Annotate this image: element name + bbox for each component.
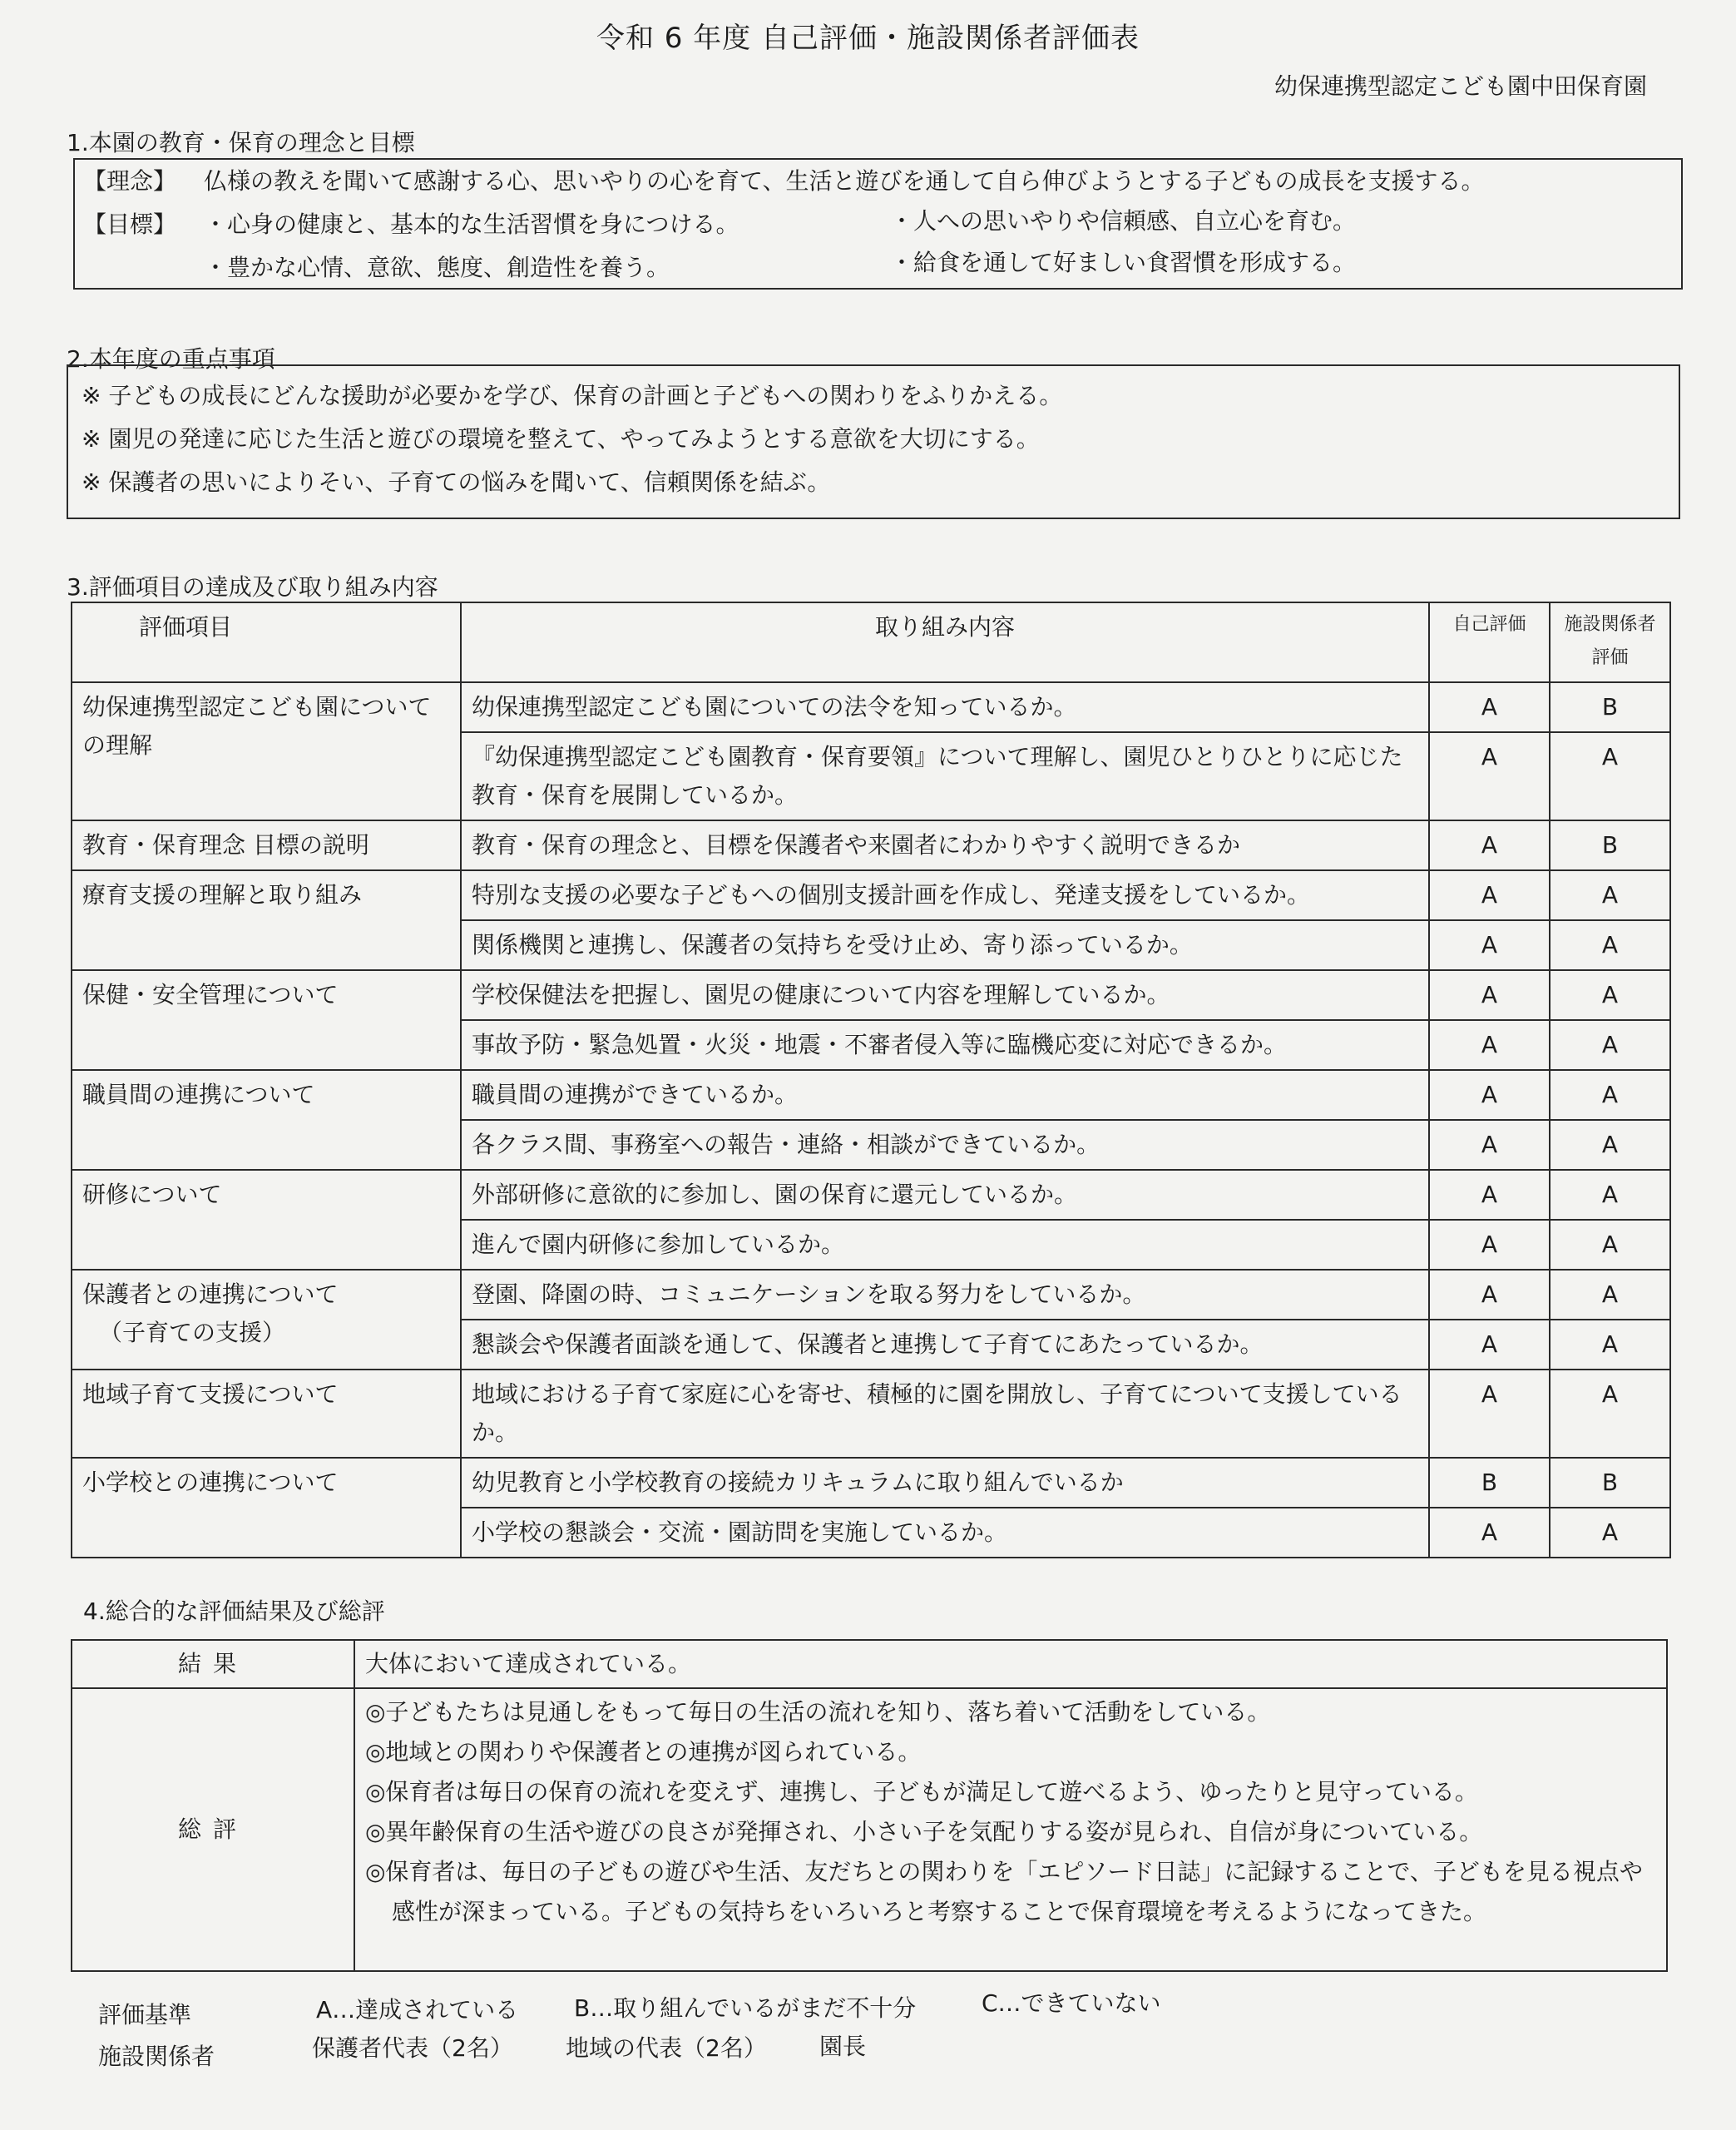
priority-item: ※ 保護者の思いによりそい、子育ての悩みを聞いて、信頼関係を結ぶ。 xyxy=(82,468,831,496)
evaluation-item: 幼保連携型認定こども園についての理解 xyxy=(72,682,461,820)
evaluation-content: 教育・保育の理念と、目標を保護者や来園者にわかりやすく説明できるか xyxy=(461,820,1429,870)
self-grade: A xyxy=(1429,870,1550,920)
evaluation-content: 外部研修に意欲的に参加し、園の保育に還元しているか。 xyxy=(461,1170,1429,1220)
review-comment: ◎子どもたちは見通しをもって毎日の生活の流れを知り、落ち着いて活動をしている。 xyxy=(365,1698,1271,1726)
criteria-b: B…取り組んでいるがまだ不十分 xyxy=(574,1994,917,2022)
evaluation-content: 関係機関と連携し、保護者の気持ちを受け止め、寄り添っているか。 xyxy=(461,920,1429,970)
criteria-label: 評価基準 xyxy=(98,2001,192,2028)
criteria-a: A…達成されている xyxy=(316,1996,519,2024)
evaluation-content: 進んで園内研修に参加しているか。 xyxy=(461,1220,1429,1270)
table-row xyxy=(72,820,1670,870)
self-grade: A xyxy=(1429,732,1550,820)
section2-box xyxy=(67,364,1680,519)
members-label: 施設関係者 xyxy=(98,2043,215,2070)
evaluation-item: 地域子育て支援について xyxy=(72,1370,461,1458)
evaluation-table xyxy=(71,602,1671,1558)
document-title: 令和 6 年度 自己評価・施設関係者評価表 xyxy=(596,22,1140,55)
facility-grade: B xyxy=(1550,820,1670,870)
evaluation-item-subtitle: （子育ての支援） xyxy=(99,1319,286,1346)
column-header-facility-line2: 評価 xyxy=(1591,647,1629,668)
section1-heading: 1.本園の教育・保育の理念と目標 xyxy=(67,129,415,156)
facility-grade: B xyxy=(1550,1458,1670,1508)
facility-grade: A xyxy=(1550,1370,1670,1458)
column-header-facility-line1: 施設関係者 xyxy=(1564,614,1656,635)
table-row xyxy=(72,1370,1670,1458)
self-grade: A xyxy=(1429,970,1550,1020)
goals-label: 【目標】 xyxy=(83,211,177,238)
goal-item: ・心身の健康と、基本的な生活習慣を身につける。 xyxy=(204,211,739,238)
self-grade: A xyxy=(1429,1070,1550,1120)
goal-item: ・豊かな心情、意欲、態度、創造性を養う。 xyxy=(204,254,670,281)
self-grade: B xyxy=(1429,1458,1550,1508)
evaluation-content: 登園、降園の時、コミュニケーションを取る努力をしているか。 xyxy=(461,1270,1429,1320)
facility-grade: A xyxy=(1550,970,1670,1020)
evaluation-body xyxy=(72,682,1670,1558)
self-grade: A xyxy=(1429,1020,1550,1070)
evaluation-content: 幼児教育と小学校教育の接続カリキュラムに取り組んでいるか xyxy=(461,1458,1429,1508)
goal-item: ・人への思いやりや信頼感、自立心を育む。 xyxy=(890,207,1357,235)
table-row xyxy=(72,682,1670,732)
summary-table xyxy=(71,1639,1668,1972)
review-comment: ◎保育者は、毎日の子どもの遊びや生活、友だちとの関わりを「エピソード日誌」に記録することで、子どもを見る視点や感性が深まっている。子どもの気持ちをいろいろと考察することで保育環境を考えるようになってきた。 xyxy=(365,1858,1643,1925)
review-comment: ◎保育者は毎日の保育の流れを変えず、連携し、子どもが満足して遊べるよう、ゆったりと見守っている。 xyxy=(365,1778,1478,1806)
priority-item: ※ 園児の発達に応じた生活と遊びの環境を整えて、やってみようとする意欲を大切にする。 xyxy=(82,425,1040,453)
facility-grade: A xyxy=(1550,1508,1670,1558)
table-row xyxy=(72,1458,1670,1508)
self-grade: A xyxy=(1429,1320,1550,1370)
facility-grade: A xyxy=(1550,1070,1670,1120)
self-grade: A xyxy=(1429,820,1550,870)
facility-grade: A xyxy=(1550,870,1670,920)
evaluation-content: 幼保連携型認定こども園についての法令を知っているか。 xyxy=(461,682,1429,732)
evaluation-content: 各クラス間、事務室への報告・連絡・相談ができているか。 xyxy=(461,1120,1429,1170)
philosophy-label: 【理念】 xyxy=(83,167,177,195)
evaluation-item: 保健・安全管理について xyxy=(72,970,461,1070)
column-header-self: 自己評価 xyxy=(1429,602,1550,682)
member-item: 園長 xyxy=(819,2033,867,2060)
evaluation-content: 懇談会や保護者面談を通して、保護者と連携して子育てにあたっているか。 xyxy=(461,1320,1429,1370)
self-grade: A xyxy=(1429,1220,1550,1270)
facility-grade: A xyxy=(1550,732,1670,820)
organization-name: 幼保連携型認定こども園中田保育園 xyxy=(1274,72,1647,100)
self-grade: A xyxy=(1429,1508,1550,1558)
evaluation-content: 学校保健法を把握し、園児の健康について内容を理解しているか。 xyxy=(461,970,1429,1020)
self-grade: A xyxy=(1429,1270,1550,1320)
facility-grade: B xyxy=(1550,682,1670,732)
priority-item: ※ 子どもの成長にどんな援助が必要かを学び、保育の計画と子どもへの関わりをふりかえる。 xyxy=(82,382,1063,409)
member-item: 保護者代表（2名） xyxy=(312,2034,513,2062)
evaluation-item: 教育・保育理念 目標の説明 xyxy=(72,820,461,870)
review-row xyxy=(72,1688,1667,1971)
evaluation-content: 小学校の懇談会・交流・園訪問を実施しているか。 xyxy=(461,1508,1429,1558)
table-row xyxy=(72,970,1670,1020)
table-row xyxy=(72,870,1670,920)
section1-box xyxy=(73,158,1683,290)
evaluation-content: 職員間の連携ができているか。 xyxy=(461,1070,1429,1120)
evaluation-item-title: 保護者との連携について xyxy=(82,1280,339,1308)
evaluation-item xyxy=(72,1270,461,1370)
evaluation-item: 研修について xyxy=(72,1170,461,1270)
self-grade: A xyxy=(1429,1170,1550,1220)
table-row xyxy=(72,1270,1670,1320)
result-row xyxy=(72,1640,1667,1688)
facility-grade: A xyxy=(1550,1020,1670,1070)
table-row xyxy=(72,1170,1670,1220)
section4-heading: 4.総合的な評価結果及び総評 xyxy=(83,1598,385,1625)
review-comments xyxy=(354,1688,1667,1971)
self-grade: A xyxy=(1429,1370,1550,1458)
result-label: 結果 xyxy=(72,1640,354,1688)
facility-grade: A xyxy=(1550,1270,1670,1320)
facility-grade: A xyxy=(1550,1170,1670,1220)
facility-grade: A xyxy=(1550,1120,1670,1170)
self-grade: A xyxy=(1429,920,1550,970)
evaluation-content: 事故予防・緊急処置・火災・地震・不審者侵入等に臨機応変に対応できるか。 xyxy=(461,1020,1429,1070)
evaluation-item: 療育支援の理解と取り組み xyxy=(72,870,461,970)
goal-item: ・給食を通して好ましい食習慣を形成する。 xyxy=(890,249,1357,276)
table-row xyxy=(72,1070,1670,1120)
facility-grade: A xyxy=(1550,1220,1670,1270)
evaluation-content: 地域における子育て家庭に心を寄せ、積極的に園を開放し、子育てについて支援しているか。 xyxy=(461,1370,1429,1458)
criteria-c: C…できていない xyxy=(982,1989,1161,2017)
facility-grade: A xyxy=(1550,920,1670,970)
evaluation-content: 特別な支援の必要な子どもへの個別支援計画を作成し、発達支援をしているか。 xyxy=(461,870,1429,920)
facility-grade: A xyxy=(1550,1320,1670,1370)
review-comment: ◎地域との関わりや保護者との連携が図られている。 xyxy=(365,1738,922,1766)
column-header-item: 評価項目 xyxy=(72,602,461,682)
evaluation-item: 職員間の連携について xyxy=(72,1070,461,1170)
member-item: 地域の代表（2名） xyxy=(566,2034,767,2062)
philosophy-text: 仏様の教えを聞いて感謝する心、思いやりの心を育て、生活と遊びを通して自ら伸びようとする子どもの成長を支援する。 xyxy=(204,167,1485,195)
result-text: 大体において達成されている。 xyxy=(354,1640,1667,1688)
self-grade: A xyxy=(1429,1120,1550,1170)
section2-heading: 2.本年度の重点事項 xyxy=(67,345,275,373)
column-header-content: 取り組み内容 xyxy=(461,602,1429,682)
column-header-facility xyxy=(1550,602,1670,682)
self-grade: A xyxy=(1429,682,1550,732)
evaluation-item: 小学校との連携について xyxy=(72,1458,461,1558)
review-comment: ◎異年齢保育の生活や遊びの良さが発揮され、小さい子を気配りする姿が見られ、自信が身についている。 xyxy=(365,1818,1483,1845)
section3-heading: 3.評価項目の達成及び取り組み内容 xyxy=(67,573,438,601)
evaluation-content: 『幼保連携型認定こども園教育・保育要領』について理解し、園児ひとりひとりに応じた教育・保育を展開しているか。 xyxy=(461,732,1429,820)
review-label: 総評 xyxy=(72,1688,354,1971)
